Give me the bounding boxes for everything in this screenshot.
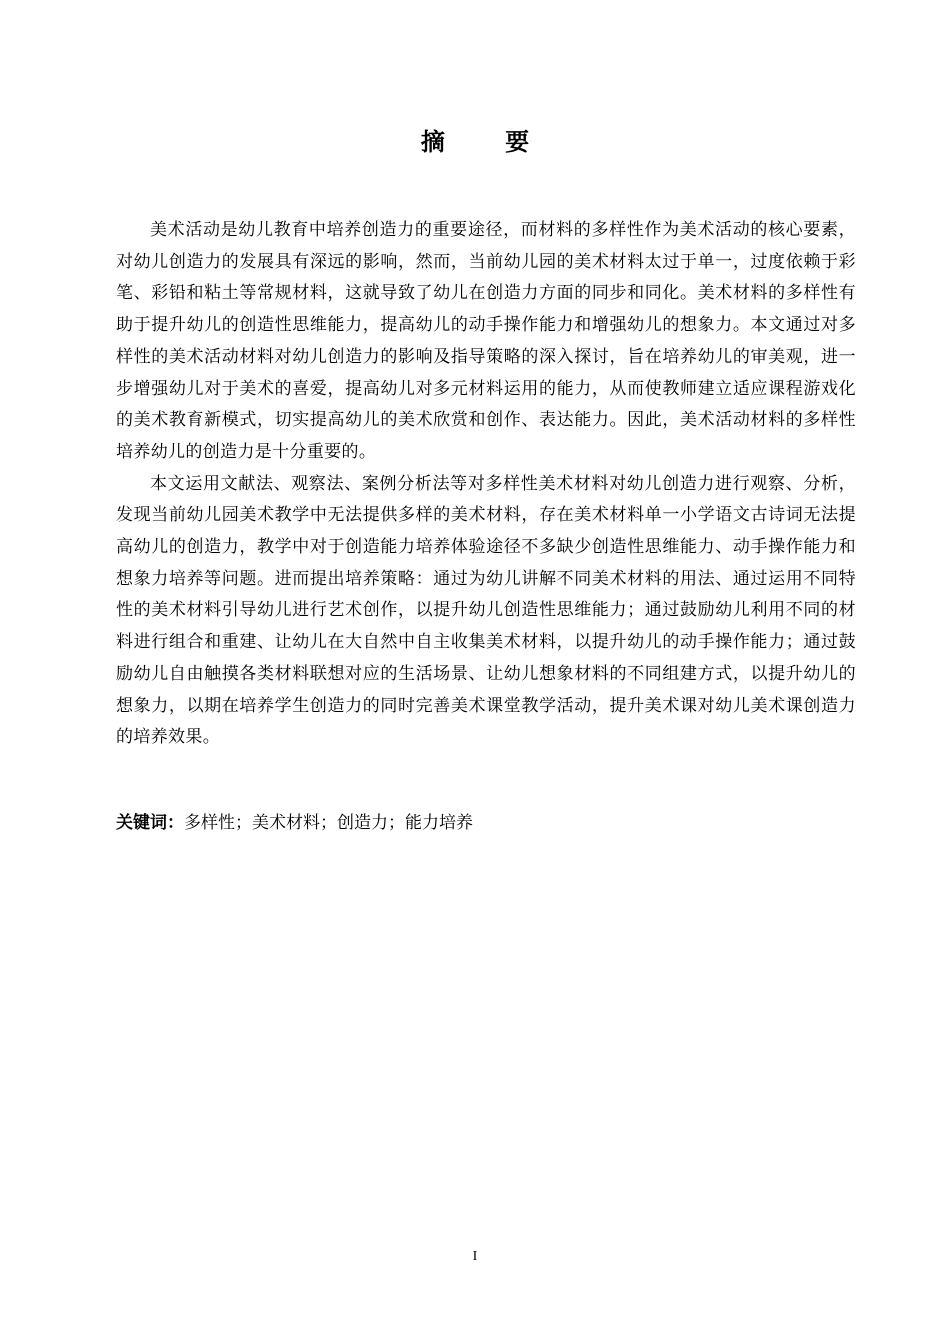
keywords-label: 关键词： bbox=[116, 813, 184, 833]
keywords-list: 多样性；美术材料；创造力；能力培养 bbox=[184, 813, 473, 833]
abstract-body bbox=[116, 215, 856, 754]
abstract-paragraph-1: 美术活动是幼儿教育中培养创造力的重要途径，而材料的多样性作为美术活动的核心要素，对幼儿创造力的发展具有深远的影响，然而，当前幼儿园的美术材料太过于单一，过度依赖于彩笔、彩铅和粘土等常规材料，这就导致了幼儿在创造力方面的同步和同化。美术材料的多样性有助于提升幼儿的创造性思维能力，提高幼儿的动手操作能力和增强幼儿的想象力。本文通过对多样性的美术活动材料对幼儿创造力的影响及指导策略的深入探讨，旨在培养幼儿的审美观，进一步增强幼儿对于美术的喜爱，提高幼儿对多元材料运用的能力，从而使教师建立适应课程游戏化的美术教育新模式，切实提高幼儿的美术欣赏和创作、表达能力。因此，美术活动材料的多样性培养幼儿的创造力是十分重要的。 bbox=[116, 220, 856, 462]
page-number: I bbox=[472, 1249, 478, 1264]
page-title: 摘 要 bbox=[420, 128, 556, 156]
abstract-paragraph-2: 本文运用文献法、观察法、案例分析法等对多样性美术材料对幼儿创造力进行观察、分析，发现当前幼儿园美术教学中无法提供多样的美术材料，存在美术材料单一小学语文古诗词无法提高幼儿的创造力，教学中对于创造能力培养体验途径不多缺少创造性思维能力、动手操作能力和想象力培养等问题。进而提出培养策略：通过为幼儿讲解不同美术材料的用法、通过运用不同特性的美术材料引导幼儿进行艺术创作，以提升幼儿创造性思维能力；通过鼓励幼儿利用不同的材料进行组合和重建、让幼儿在大自然中自主收集美术材料，以提升幼儿的动手操作能力；通过鼓励幼儿自由触摸各类材料联想对应的生活场景、让幼儿想象材料的不同组建方式，以提升幼儿的想象力，以期在培养学生创造力的同时完善美术课堂教学活动，提升美术课对幼儿美术课创造力的培养效果。 bbox=[116, 473, 856, 748]
keywords-line bbox=[116, 808, 473, 838]
